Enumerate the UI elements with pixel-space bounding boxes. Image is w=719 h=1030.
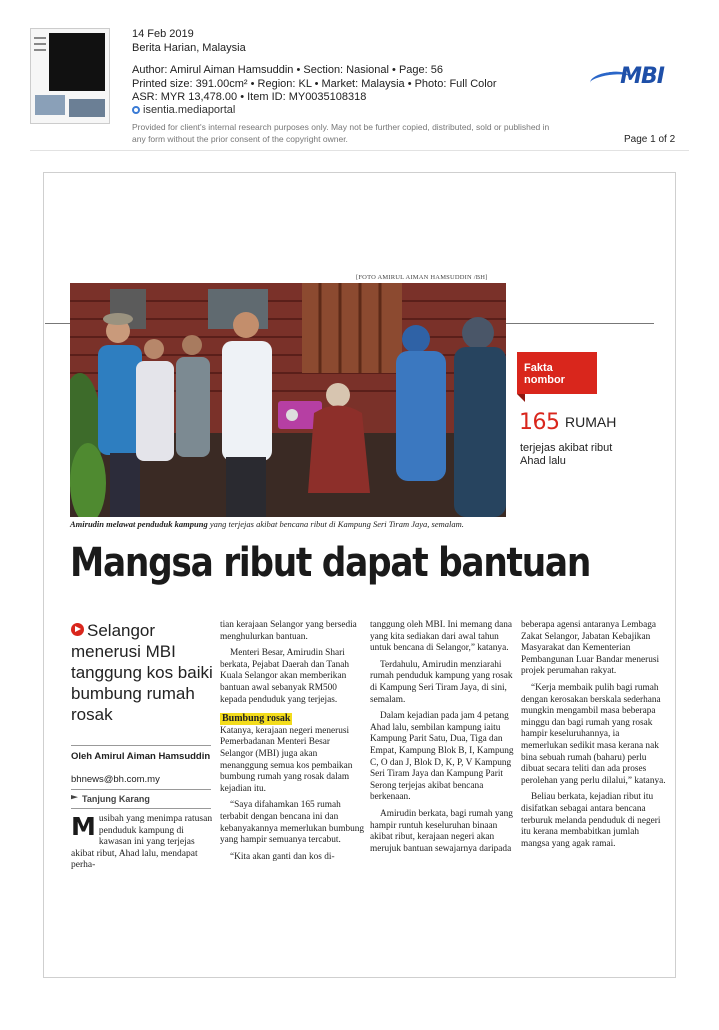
meta-printed-line: Printed size: 391.00cm² • Region: KL • Market: Malaysia • Photo: Full Color [132, 77, 497, 90]
article-paragraph: tian kerajaan Selangor yang bersedia menghulurkan bantuan. [220, 620, 357, 642]
publication-date: 14 Feb 2019 [132, 28, 194, 40]
article-paragraph: Amirudin berkata, bagi rumah yang hampir runtuh keseluruhan binaan akibat ribut, kerajaan negeri akan merujuk bantuan sewajarnya daripada [370, 808, 513, 854]
meta-asr-line: ASR: MYR 13,478.00 • Item ID: MY0035108318 [132, 91, 367, 103]
article-lead-paragraph: Musibah yang menimpa ratusan penduduk kampung di kawasan ini yang terjejas akibat ribut, Ahad lalu, mendapat perha- [71, 812, 213, 871]
mbi-logo: MBI [590, 62, 670, 96]
article-paragraph: “Kita akan ganti dan kos di- [230, 851, 335, 862]
photo-scene-illustration [70, 283, 506, 517]
article-paragraph: “Saya difahamkan 165 rumah terbabit dengan bencana ini dan kebanyakannya memerlukan bumbung yang hampir semuanya tercabut. [220, 800, 365, 846]
article-column-1 [220, 620, 365, 868]
article-headline: Mangsa ribut dapat bantuan [70, 540, 591, 586]
thumbnail-line [34, 43, 46, 45]
section-subhead: Bumbung rosak [222, 713, 291, 725]
divider-line [71, 808, 211, 809]
article-photo [70, 283, 506, 517]
article-paragraph: Beliau berkata, kejadian ribut itu disifatkan sebagai antara bencana terburuk melanda penduduk di negeri itu kerana membabitkan jumlah mangsa yang agak ramai. [521, 792, 661, 849]
stat-number: 165 [519, 410, 560, 435]
publication-name: Berita Harian, Malaysia [132, 41, 246, 54]
meta-author-line: Author: Amirul Aiman Hamsuddin • Section: Nasional • Page: 56 [132, 64, 443, 76]
stat-description: terjejas akibat ribut Ahad lalu [520, 442, 613, 467]
article-kicker: Selangor menerusi MBI tanggung kos baiki bumbung rumah rosak [71, 621, 213, 724]
copyright-disclaimer: Provided for client's internal research purposes only. May not be further copied, distributed, sold or published in any form without the prior consent of the copyright owner. [132, 122, 550, 144]
article-paragraph: tanggung oleh MBI. Ini memang dana yang kita sediakan dari awal tahun untuk bencana di Selangor,” katanya. [370, 620, 513, 654]
article-paragraph: “Kerja membaik pulih bagi rumah dengan kerosakan berskala sederhana mungkin mengambil masa beberapa minggu dan bagi rumah yang rosak hampir keseluruhannya, ia memerlukan sedikit masa kerana nak bina sebuah rumah (baharu) perlu dibuat secara teliti dan ada proses perolehan yang perlu dilalui,” katanya. [521, 682, 666, 786]
article-paragraph: Dalam kejadian pada jam 4 petang Ahad lalu, sembilan kampung iaitu Kampung Parit Satu, Dua, Tiga dan Empat, Kampung Blok B, I, Kampung C, O dan J, Blok D, K, P, V Kampung Seri Tiram Jaya dan Kampung Parit Serong terjejas akibat bencana berkenaan. [370, 711, 514, 803]
divider-line [506, 323, 654, 324]
fakta-nombor-label: Fakta nombor [524, 362, 565, 386]
dateline-location: Tanjung Karang [71, 794, 150, 804]
article-paragraph: Katanya, kerajaan negeri menerusi Pemerbadanan Menteri Besar Selangor (MBI) juga akan menanggung semua kos pembaikan bumbung rumah yang rosak dalam kejadian itu. [220, 725, 353, 794]
photo-credit: [FOTO AMIRUL AIMAN HAMSUDDIN /BH] [356, 274, 488, 281]
fakta-fold-shape [517, 394, 525, 402]
page-thumbnail[interactable] [30, 28, 110, 124]
thumbnail-image [69, 99, 105, 117]
author-email[interactable]: bhnews@bh.com.my [71, 774, 160, 785]
drop-cap: M [71, 812, 96, 841]
article-column-3 [521, 620, 666, 855]
flag-icon [71, 795, 78, 802]
divider-line [45, 323, 70, 324]
thumbnail-line [34, 49, 46, 51]
article-paragraph: Menteri Besar, Amirudin Shari berkata, Pejabat Daerah dan Tanah Kuala Selangor akan memberikan bantuan awal sebanyak RM500 kepada penduduk yang terjejas. [220, 648, 350, 705]
stat-unit: RUMAH [565, 414, 617, 430]
brand-label[interactable]: isentia.mediaportal [132, 104, 235, 116]
article-paragraph: Terdahulu, Amirudin menziarahi rumah penduduk kampung yang rosak di Kampung Seri Tiram Jaya, di sini, semalam. [370, 659, 513, 705]
thumbnail-black-block [49, 33, 105, 91]
arrow-right-icon [71, 623, 84, 636]
thumbnail-image [35, 95, 65, 115]
thumbnail-line [34, 37, 46, 39]
divider-line [71, 789, 211, 790]
header-divider [30, 150, 689, 151]
photo-caption: Amirudin melawat penduduk kampung yang terjejas akibat bencana ribut di Kampung Seri Tiram Jaya, semalam. [70, 519, 464, 529]
page-indicator: Page 1 of 2 [624, 134, 676, 145]
article-byline: Oleh Amirul Aiman Hamsuddin [71, 751, 211, 762]
clipping-metadata [132, 28, 497, 105]
isentia-logo-icon [132, 106, 140, 114]
article-column-2 [370, 620, 515, 860]
article-paragraph: beberapa agensi antaranya Lembaga Zakat Selangor, Jabatan Kebajikan Masyarakat dan Kementerian Pembangunan Luar Bandar menerusi projek perumahan rakyat. [521, 620, 660, 677]
divider-line [71, 745, 211, 746]
